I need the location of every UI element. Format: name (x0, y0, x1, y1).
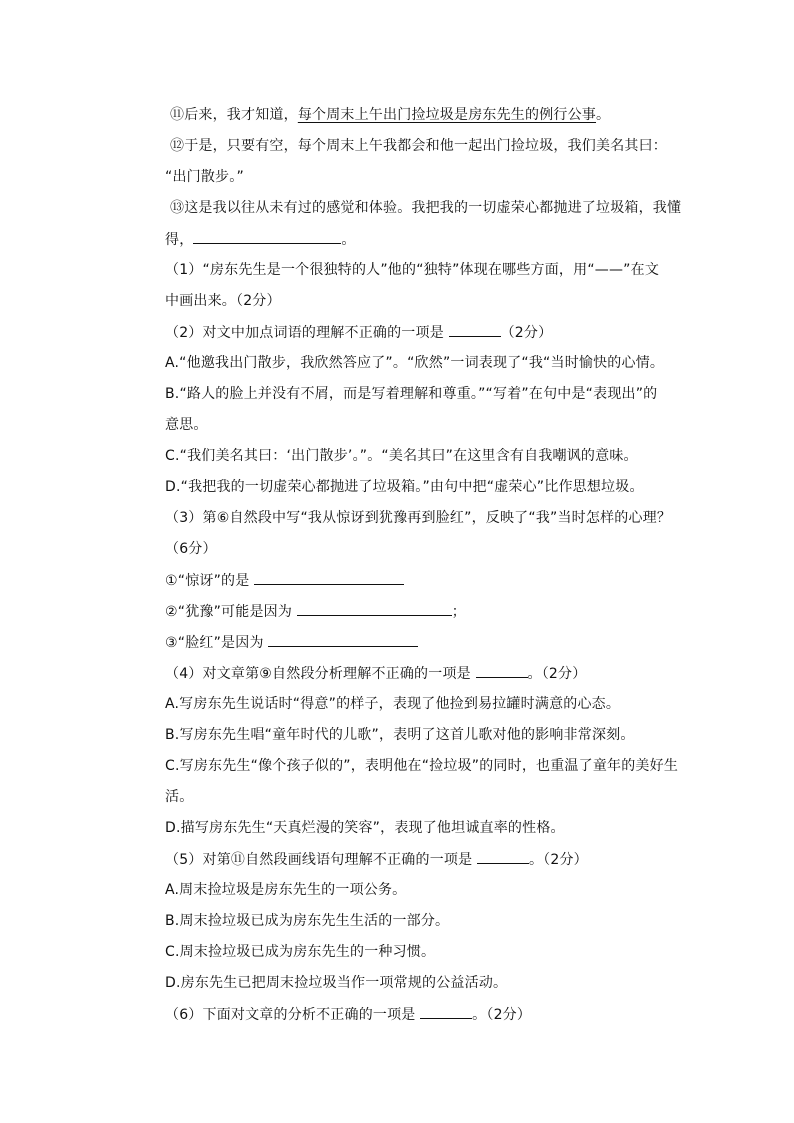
answer-blank[interactable] (254, 570, 404, 585)
answer-blank[interactable] (449, 322, 501, 337)
paragraph-11-suffix: 。 (596, 107, 611, 123)
answer-blank[interactable] (297, 601, 452, 616)
question-5-option-d: D.房东先生已把周末捡垃圾当作一项常规的公益活动。 (165, 975, 508, 991)
question-4-option-c-line-2: 活。 (165, 789, 194, 805)
question-4-option-b: B.写房东先生唱“童年时代的儿歌”，表明了这首儿歌对他的影响非常深刻。 (165, 727, 635, 743)
question-3-item-1-label: ①“惊讶”的是 (165, 573, 250, 589)
paragraph-13-line-2 (165, 229, 356, 250)
question-5-option-b: B.周末捡垃圾已成为房东先生生活的一部分。 (165, 913, 450, 929)
question-3-item-3 (165, 632, 418, 653)
question-5-stem-prefix: （5）对第⑪自然段画线语句理解不正确的一项是 (165, 852, 473, 868)
question-5-option-c: C.周末捡垃圾已成为房东先生的一种习惯。 (165, 944, 436, 960)
question-3-item-2 (165, 601, 466, 622)
paragraph-11-underlined-sentence: 每个周末上午出门捡垃圾是房东先生的例行公事 (297, 107, 597, 123)
question-2-option-b-line-1: B.“路人的脸上并没有不屑，而是写着理解和尊重。”“写着”在句中是“表现出”的 (165, 386, 658, 402)
question-6-stem-prefix: （6）下面对文章的分析不正确的一项是 (165, 1007, 416, 1023)
question-5-option-a: A.周末捡垃圾是房东先生的一项公务。 (165, 882, 407, 898)
paragraph-13-line-1: ⑬这是我以往从未有过的感觉和体验。我把我的一切虚荣心都抛进了垃圾箱，我懂 (170, 200, 682, 216)
question-4-option-c-line-1: C.写房东先生“像个孩子似的”，表明他在“捡垃圾”的同时，也重温了童年的美好生 (165, 758, 679, 774)
paragraph-13-line-2-prefix: 得， (165, 232, 194, 248)
question-2-option-a: A.“他邀我出门散步，我欣然答应了”。“欣然”一词表现了“我“当时愉快的心情。 (165, 355, 665, 371)
question-2-stem-prefix: （2）对文中加点词语的理解不正确的一项是 (165, 325, 444, 341)
question-2-option-c: C.“我们美名其曰：‘出门散步’。”。“美名其曰”在这里含有自我嘲讽的意味。 (165, 448, 638, 464)
paragraph-12-line-1: ⑫于是，只要有空，每个周末上午我都会和他一起出门捡垃圾，我们美名其曰： (170, 138, 667, 154)
question-4-stem (165, 663, 586, 684)
question-3-item-2-label: ②“犹豫”可能是因为 (165, 604, 293, 620)
answer-blank[interactable] (193, 229, 341, 244)
question-1-line-2: 中画出来。（2分） (165, 293, 281, 309)
question-5-stem-suffix: 。（2分） (528, 852, 588, 868)
question-5-stem (165, 849, 588, 870)
question-2-stem (165, 322, 552, 343)
question-6-stem (165, 1004, 531, 1025)
question-3-line-2: （6分） (165, 541, 217, 557)
question-2-stem-suffix: （2分） (500, 325, 553, 341)
question-3-line-1: （3）第⑥自然段中写“我从惊讶到犹豫再到脸红”，反映了“我”当时怎样的心理？ (165, 510, 672, 526)
question-2-option-d: D.“我把我的一切虚荣心都抛进了垃圾箱。”由句中把“虚荣心”比作思想垃圾。 (165, 479, 644, 495)
answer-blank[interactable] (476, 663, 528, 678)
question-4-stem-suffix: 。（2分） (527, 666, 587, 682)
question-1-line-1: （1）“房东先生是一个很独特的人”他的“独特”体现在哪些方面，用“——”在文 (165, 262, 660, 278)
answer-blank[interactable] (268, 632, 418, 647)
paragraph-11-prefix: ⑪后来，我才知道， (170, 107, 298, 123)
paragraph-13-line-2-suffix: 。 (341, 232, 356, 248)
paragraph-11 (170, 105, 610, 125)
question-3-item-3-label: ③“脸红”是因为 (165, 635, 264, 651)
answer-blank[interactable] (420, 1004, 472, 1019)
question-3-item-2-suffix: ； (451, 604, 466, 620)
question-2-option-b-line-2: 意思。 (165, 417, 208, 433)
question-3-item-1 (165, 570, 404, 591)
paragraph-12-line-2: “出门散步。” (165, 169, 244, 185)
answer-blank[interactable] (477, 849, 529, 864)
question-4-option-a: A.写房东先生说话时“得意”的样子，表现了他捡到易拉罐时满意的心态。 (165, 696, 621, 712)
question-6-stem-suffix: 。（2分） (472, 1007, 532, 1023)
question-4-stem-prefix: （4）对文章第⑨自然段分析理解不正确的一项是 (165, 666, 471, 682)
question-4-option-d: D.描写房东先生“天真烂漫的笑容”，表现了他坦诚直率的性格。 (165, 820, 565, 836)
